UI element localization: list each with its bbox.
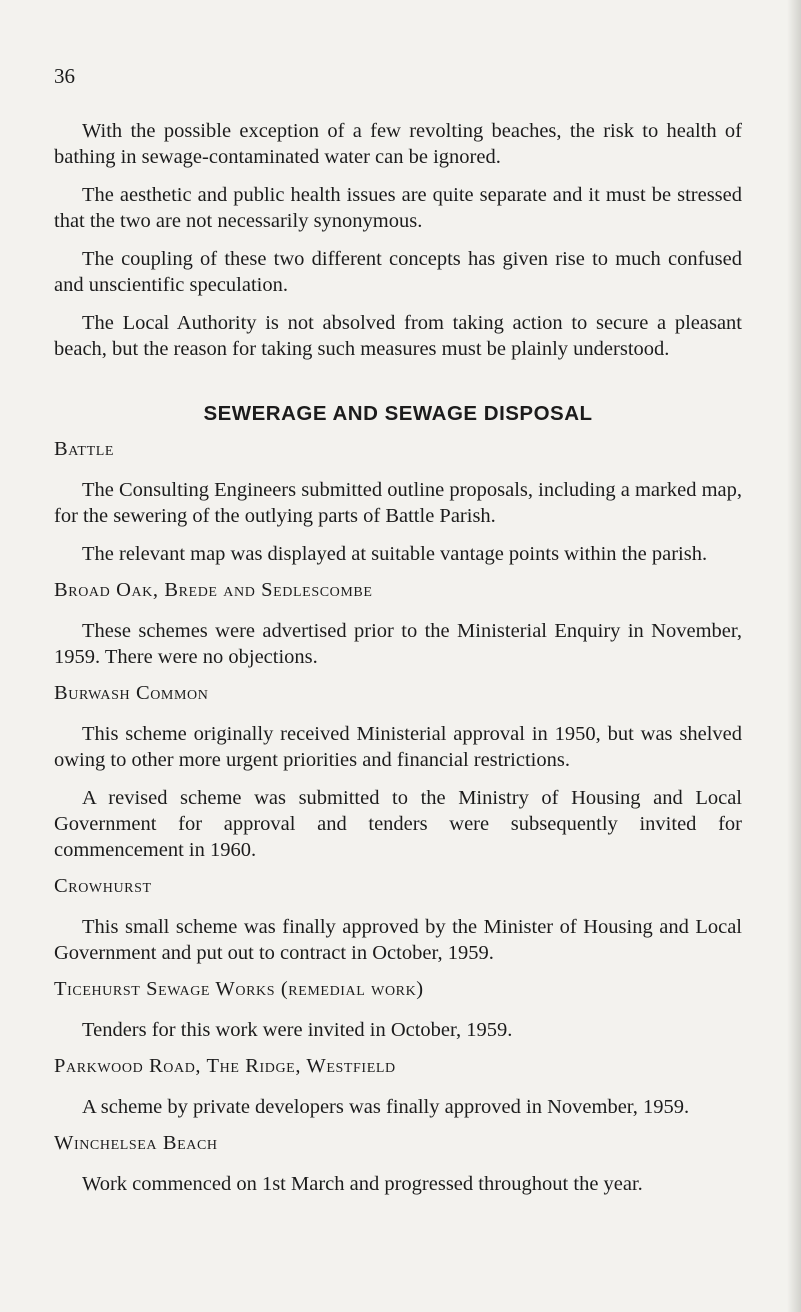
subsection-paragraph: Tenders for this work were invited in October, 1959. <box>82 1019 513 1041</box>
intro-paragraph: With the possible exception of a few revolting beaches, the risk to health of bathing in sewage-contaminated water can be ignored. <box>54 120 742 168</box>
subsection-paragraph: This small scheme was finally approved by the Minister of Housing and Local Government and put out to contract in October, 1959. <box>54 916 742 964</box>
subsection-heading-broad-oak: Broad Oak, Brede and Sedlescombe <box>54 579 373 601</box>
intro-paragraph: The Local Authority is not absolved from taking action to secure a pleasant beach, but the reason for taking such measures must be plainly understood. <box>54 312 742 360</box>
page-edge-shadow <box>787 0 801 1312</box>
subsection-heading-winchelsea-beach: Winchelsea Beach <box>54 1132 218 1154</box>
intro-paragraph: The coupling of these two different concepts has given rise to much confused and unscientific speculation. <box>54 248 742 296</box>
subsection-paragraph: The Consulting Engineers submitted outline proposals, including a marked map, for the sewering of the outlying parts of Battle Parish. <box>54 479 742 527</box>
section-title: SEWERAGE AND SEWAGE DISPOSAL <box>203 402 593 425</box>
subsection-heading-battle: Battle <box>54 438 115 460</box>
subsection-heading-crowhurst: Crowhurst <box>54 875 152 897</box>
intro-paragraph: The aesthetic and public health issues are quite separate and it must be stressed that the two are not necessarily synonymous. <box>54 184 742 232</box>
subsection-heading-burwash-common: Burwash Common <box>54 682 209 704</box>
subsection-heading-ticehurst: Ticehurst Sewage Works (remedial work) <box>54 978 424 1000</box>
page-number: 36 <box>54 64 75 88</box>
subsection-paragraph: The relevant map was displayed at suitable vantage points within the parish. <box>82 543 708 565</box>
subsection-paragraph: Work commenced on 1st March and progressed throughout the year. <box>82 1173 643 1195</box>
page-content <box>54 118 742 1209</box>
subsection-heading-parkwood-road: Parkwood Road, The Ridge, Westfield <box>54 1055 396 1077</box>
subsection-paragraph: A scheme by private developers was finally approved in November, 1959. <box>82 1096 690 1118</box>
subsection-paragraph: A revised scheme was submitted to the Ministry of Housing and Local Government for approval and tenders were subsequently invited for commencement in 1960. <box>54 787 742 861</box>
subsection-paragraph: These schemes were advertised prior to the Ministerial Enquiry in November, 1959. There were no objections. <box>54 620 742 668</box>
subsection-paragraph: This scheme originally received Ministerial approval in 1950, but was shelved owing to other more urgent priorities and financial restrictions. <box>54 723 742 771</box>
